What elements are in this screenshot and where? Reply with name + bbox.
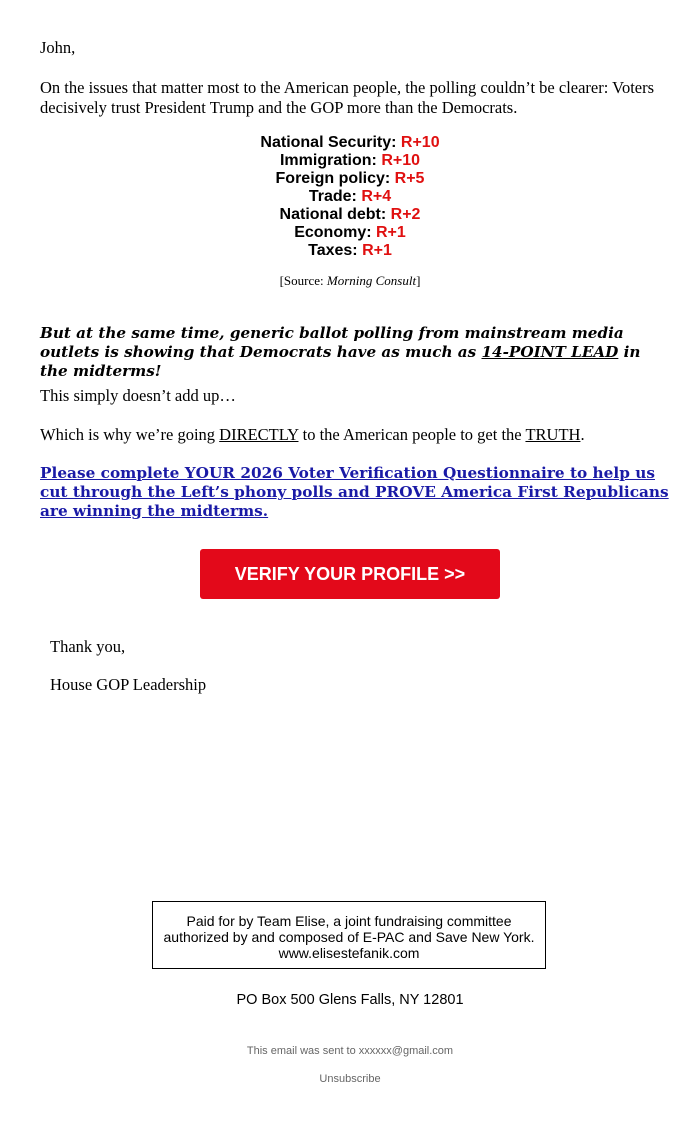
stat-row <box>0 170 700 188</box>
stat-row <box>0 134 700 152</box>
stat-label: National Security: <box>260 134 401 151</box>
greeting: John, <box>40 38 76 57</box>
signature: House GOP Leadership <box>50 675 207 694</box>
source-prefix: [Source: <box>279 273 327 288</box>
unsubscribe-row <box>0 1073 700 1085</box>
unsubscribe-link[interactable]: Unsubscribe <box>319 1073 381 1085</box>
stat-value: R+2 <box>390 206 421 223</box>
source-suffix: ] <box>416 273 421 288</box>
stat-value: R+1 <box>362 242 392 259</box>
directly-text-middle: to the American people to get the <box>298 425 526 444</box>
stat-value: R+10 <box>400 134 440 151</box>
directly-text-end: . <box>580 425 585 444</box>
disclaimer-line: authorized by and composed of E-PAC and Save New York. <box>163 929 535 945</box>
poll-stats-list <box>0 134 700 260</box>
emphasis-paragraph <box>40 324 665 381</box>
source-citation <box>0 273 700 289</box>
directly-underlined: DIRECTLY <box>219 425 299 444</box>
stat-label: National debt: <box>279 206 391 223</box>
closing: Thank you, <box>50 637 126 656</box>
stat-row <box>0 188 700 206</box>
truth-underlined: TRUTH <box>525 425 581 444</box>
stat-value: R+10 <box>381 152 421 169</box>
emphasis-underlined: 14-POINT LEAD <box>481 343 619 362</box>
stat-row <box>0 224 700 242</box>
directly-paragraph <box>40 425 585 445</box>
stat-value: R+5 <box>394 170 425 187</box>
stat-label: Taxes: <box>308 242 363 259</box>
stat-label: Economy: <box>294 224 376 241</box>
stat-label: Immigration: <box>279 152 382 169</box>
sent-to-text: This email was sent to <box>246 1045 359 1057</box>
questionnaire-link[interactable]: Please complete YOUR 2026 Voter Verification Questionnaire to help us cut through the Left’s phony polls and PROVE America First Republicans are winning the midterms. <box>40 464 669 520</box>
stat-row <box>0 242 700 260</box>
not-add-up-text: This simply doesn’t add up… <box>40 386 236 405</box>
stat-value: R+1 <box>376 224 406 241</box>
sent-to-notice <box>0 1045 700 1057</box>
stat-row <box>0 152 700 170</box>
paid-for-disclaimer <box>152 901 546 969</box>
website-link[interactable]: www.elisestefanik.com <box>278 945 420 961</box>
intro-paragraph: On the issues that matter most to the American people, the polling couldn’t be clearer: Voters decisively trust President Trump and the GOP more than the Democrats. <box>40 78 655 117</box>
disclaimer-line: Paid for by Team Elise, a joint fundraising committee <box>186 913 512 929</box>
verify-profile-button[interactable]: VERIFY YOUR PROFILE >> <box>200 549 500 599</box>
stat-label: Trade: <box>308 188 362 205</box>
recipient-email: xxxxxx@gmail.com <box>358 1045 454 1057</box>
stat-label: Foreign policy: <box>275 170 395 187</box>
emphasis-text-end: in the midterms! <box>40 343 641 381</box>
stat-value: R+4 <box>361 188 392 205</box>
directly-text: Which is why we’re going <box>40 425 220 444</box>
source-name: Morning Consult <box>326 273 417 288</box>
stat-row <box>0 206 700 224</box>
emphasis-text: But at the same time, generic ballot polling from mainstream media outlets is showing that Democrats have as much as <box>40 324 624 362</box>
mailing-address: PO Box 500 Glens Falls, NY 12801 <box>236 992 464 1008</box>
